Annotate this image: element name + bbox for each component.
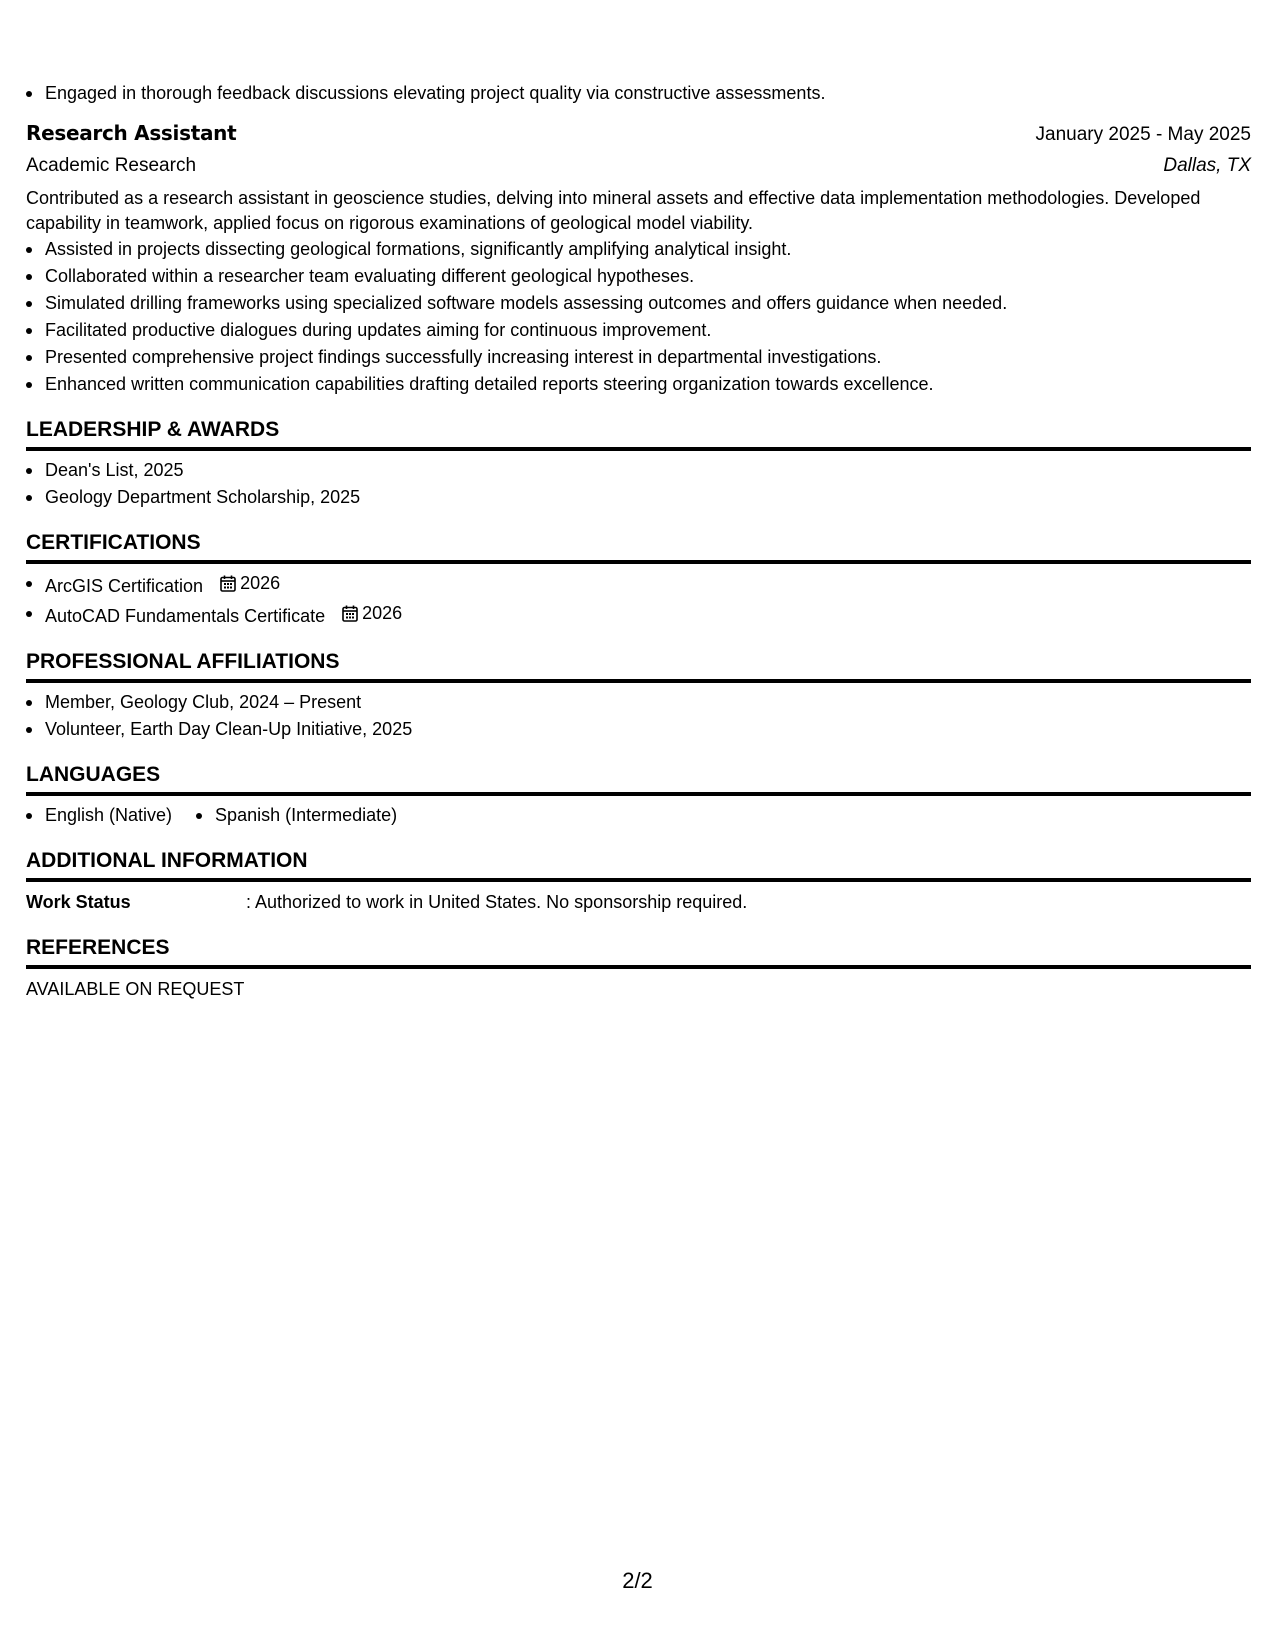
work-status-label: Work Status <box>26 892 131 912</box>
list-item: Dean's List, 2025 <box>26 457 1251 484</box>
section-title: CERTIFICATIONS <box>26 529 1251 564</box>
job-organization: Academic Research <box>26 155 197 176</box>
certification-item <box>26 600 1251 630</box>
list-item: Volunteer, Earth Day Clean-Up Initiative, 2025 <box>26 716 1251 743</box>
calendar-icon <box>220 575 236 592</box>
page-number: 2/2 <box>622 1568 653 1593</box>
job-dates: January 2025 - May 2025 <box>1035 124 1251 145</box>
additional-info-section <box>26 847 1251 916</box>
list-item: Assisted in projects dissecting geological formations, significantly amplifying analytical insight. <box>26 236 1251 263</box>
list-item: English (Native) <box>26 802 172 829</box>
certification-year: 2026 <box>240 573 281 593</box>
work-status-value: : Authorized to work in United States. No sponsorship required. <box>246 892 748 912</box>
references-text: AVAILABLE ON REQUEST <box>26 979 245 999</box>
research-job <box>26 118 1251 398</box>
list-item: Member, Geology Club, 2024 – Present <box>26 689 1251 716</box>
list-item: Enhanced written communication capabilities drafting detailed reports steering organization towards excellence. <box>26 371 1251 398</box>
certification-name: AutoCAD Fundamentals Certificate <box>45 606 326 626</box>
certification-year: 2026 <box>362 603 403 623</box>
job-description: Contributed as a research assistant in geoscience studies, delving into mineral assets and effective data implementation methodologies. Developed capability in teamwork, applied focus on rigorous examinations of geological model viability. <box>26 188 1201 233</box>
certification-item <box>26 570 1251 600</box>
list-item: Engaged in thorough feedback discussions elevating project quality via constructive assessments. <box>26 80 1251 107</box>
section-title: ADDITIONAL INFORMATION <box>26 847 1251 882</box>
calendar-icon <box>342 605 358 622</box>
job-location: Dallas, TX <box>1163 155 1251 176</box>
affiliations-section <box>26 648 1251 743</box>
resume-page <box>26 80 1251 1003</box>
list-item: Collaborated within a researcher team evaluating different geological hypotheses. <box>26 263 1251 290</box>
certifications-section <box>26 529 1251 630</box>
leadership-section <box>26 416 1251 511</box>
list-item: Facilitated productive dialogues during updates aiming for continuous improvement. <box>26 317 1251 344</box>
languages-section <box>26 761 1251 829</box>
list-item: Geology Department Scholarship, 2025 <box>26 484 1251 511</box>
previous-job-bullets <box>26 80 1251 107</box>
references-section <box>26 934 1251 1003</box>
job-title: Research Assistant <box>26 121 237 145</box>
list-item: Presented comprehensive project findings successfully increasing interest in departmental investigations. <box>26 344 1251 371</box>
list-item: Spanish (Intermediate) <box>196 802 397 829</box>
certification-name: ArcGIS Certification <box>45 576 204 596</box>
section-title: LANGUAGES <box>26 761 1251 796</box>
job-bullets <box>26 236 1251 398</box>
list-item: Simulated drilling frameworks using specialized software models assessing outcomes and offers guidance when needed. <box>26 290 1251 317</box>
section-title: REFERENCES <box>26 934 1251 969</box>
section-title: LEADERSHIP & AWARDS <box>26 416 1251 451</box>
section-title: PROFESSIONAL AFFILIATIONS <box>26 648 1251 683</box>
